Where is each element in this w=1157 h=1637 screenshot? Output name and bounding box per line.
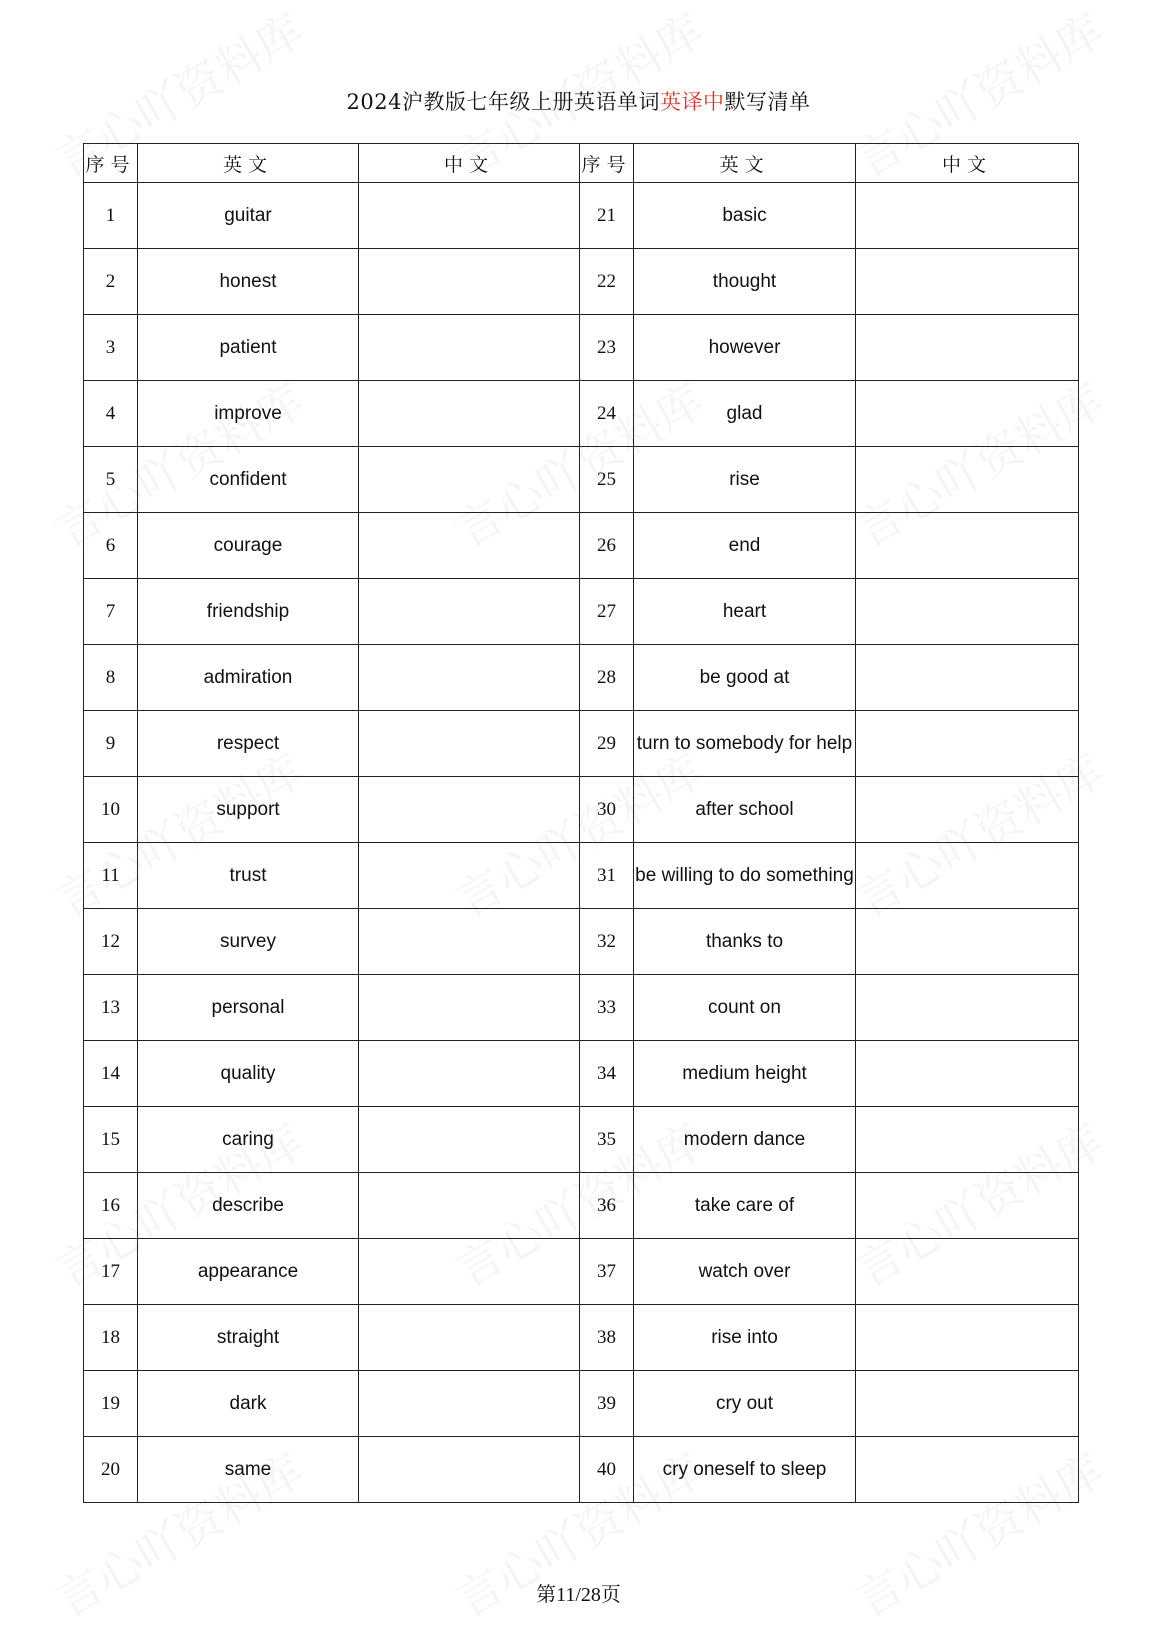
row-number-right: 21 [580, 183, 634, 249]
table-row [84, 645, 1079, 711]
chinese-answer-cell-left[interactable] [359, 711, 580, 777]
row-number-right: 26 [580, 513, 634, 579]
table-row [84, 183, 1079, 249]
row-number-left: 9 [84, 711, 138, 777]
row-number-left: 7 [84, 579, 138, 645]
table-row [84, 1173, 1079, 1239]
english-word-right: turn to somebody for help [634, 711, 856, 777]
english-word-left: support [138, 777, 359, 843]
chinese-answer-cell-right[interactable] [856, 249, 1079, 315]
chinese-answer-cell-right[interactable] [856, 1107, 1079, 1173]
english-word-left: respect [138, 711, 359, 777]
row-number-left: 16 [84, 1173, 138, 1239]
row-number-right: 30 [580, 777, 634, 843]
row-number-left: 2 [84, 249, 138, 315]
english-word-left: trust [138, 843, 359, 909]
chinese-answer-cell-right[interactable] [856, 909, 1079, 975]
header-en-right: 英文 [634, 144, 856, 183]
row-number-left: 15 [84, 1107, 138, 1173]
chinese-answer-cell-left[interactable] [359, 1173, 580, 1239]
row-number-left: 18 [84, 1305, 138, 1371]
chinese-answer-cell-left[interactable] [359, 315, 580, 381]
row-number-right: 24 [580, 381, 634, 447]
chinese-answer-cell-right[interactable] [856, 183, 1079, 249]
row-number-left: 12 [84, 909, 138, 975]
english-word-left: honest [138, 249, 359, 315]
row-number-left: 11 [84, 843, 138, 909]
row-number-left: 13 [84, 975, 138, 1041]
row-number-right: 23 [580, 315, 634, 381]
english-word-right: take care of [634, 1173, 856, 1239]
header-row [84, 144, 1079, 183]
header-num-left: 序号 [84, 144, 138, 183]
english-word-left: dark [138, 1371, 359, 1437]
table-row [84, 1305, 1079, 1371]
table-row [84, 249, 1079, 315]
chinese-answer-cell-left[interactable] [359, 1437, 580, 1503]
vocabulary-table [83, 143, 1079, 1503]
chinese-answer-cell-right[interactable] [856, 315, 1079, 381]
table-row [84, 1107, 1079, 1173]
english-word-right: glad [634, 381, 856, 447]
header-num-right: 序号 [580, 144, 634, 183]
chinese-answer-cell-right[interactable] [856, 711, 1079, 777]
header-zh-left: 中文 [359, 144, 580, 183]
english-word-left: same [138, 1437, 359, 1503]
english-word-right: end [634, 513, 856, 579]
chinese-answer-cell-right[interactable] [856, 1239, 1079, 1305]
english-word-left: guitar [138, 183, 359, 249]
page-title [0, 86, 1157, 116]
english-word-right: rise [634, 447, 856, 513]
chinese-answer-cell-right[interactable] [856, 975, 1079, 1041]
row-number-right: 38 [580, 1305, 634, 1371]
chinese-answer-cell-left[interactable] [359, 1371, 580, 1437]
english-word-right: thought [634, 249, 856, 315]
chinese-answer-cell-right[interactable] [856, 645, 1079, 711]
english-word-right: heart [634, 579, 856, 645]
english-word-left: describe [138, 1173, 359, 1239]
table-row [84, 1239, 1079, 1305]
chinese-answer-cell-left[interactable] [359, 975, 580, 1041]
english-word-left: confident [138, 447, 359, 513]
english-word-right: thanks to [634, 909, 856, 975]
english-word-left: survey [138, 909, 359, 975]
row-number-left: 19 [84, 1371, 138, 1437]
english-word-left: courage [138, 513, 359, 579]
table-row [84, 1437, 1079, 1503]
row-number-left: 6 [84, 513, 138, 579]
table-row [84, 909, 1079, 975]
row-number-right: 33 [580, 975, 634, 1041]
page-number: 第11/28页 [536, 1584, 621, 1606]
chinese-answer-cell-left[interactable] [359, 1041, 580, 1107]
english-word-right: medium height [634, 1041, 856, 1107]
row-number-left: 3 [84, 315, 138, 381]
english-word-left: personal [138, 975, 359, 1041]
english-word-right: after school [634, 777, 856, 843]
chinese-answer-cell-right[interactable] [856, 1173, 1079, 1239]
table-row [84, 447, 1079, 513]
english-word-right: basic [634, 183, 856, 249]
table-row [84, 579, 1079, 645]
english-word-right: rise into [634, 1305, 856, 1371]
chinese-answer-cell-right[interactable] [856, 777, 1079, 843]
chinese-answer-cell-left[interactable] [359, 1305, 580, 1371]
row-number-left: 5 [84, 447, 138, 513]
title-prefix: 2024沪教版七年级上册英语单词 [346, 90, 660, 114]
table-row [84, 1371, 1079, 1437]
header-en-left: 英文 [138, 144, 359, 183]
english-word-left: quality [138, 1041, 359, 1107]
header-zh-right: 中文 [856, 144, 1079, 183]
row-number-right: 28 [580, 645, 634, 711]
chinese-answer-cell-left[interactable] [359, 183, 580, 249]
row-number-right: 25 [580, 447, 634, 513]
chinese-answer-cell-right[interactable] [856, 381, 1079, 447]
row-number-right: 39 [580, 1371, 634, 1437]
row-number-right: 34 [580, 1041, 634, 1107]
row-number-left: 8 [84, 645, 138, 711]
chinese-answer-cell-left[interactable] [359, 249, 580, 315]
row-number-right: 32 [580, 909, 634, 975]
chinese-answer-cell-left[interactable] [359, 513, 580, 579]
row-number-right: 40 [580, 1437, 634, 1503]
table-row [84, 513, 1079, 579]
row-number-left: 10 [84, 777, 138, 843]
english-word-right: watch over [634, 1239, 856, 1305]
english-word-right: cry out [634, 1371, 856, 1437]
english-word-right: be willing to do something [634, 843, 856, 909]
chinese-answer-cell-right[interactable] [856, 1437, 1079, 1503]
title-highlight: 英译中 [659, 90, 725, 114]
row-number-left: 17 [84, 1239, 138, 1305]
chinese-answer-cell-right[interactable] [856, 447, 1079, 513]
chinese-answer-cell-left[interactable] [359, 843, 580, 909]
english-word-left: friendship [138, 579, 359, 645]
row-number-right: 35 [580, 1107, 634, 1173]
chinese-answer-cell-left[interactable] [359, 381, 580, 447]
english-word-right: cry oneself to sleep [634, 1437, 856, 1503]
chinese-answer-cell-left[interactable] [359, 1239, 580, 1305]
table-row [84, 843, 1079, 909]
row-number-left: 4 [84, 381, 138, 447]
row-number-left: 20 [84, 1437, 138, 1503]
chinese-answer-cell-right[interactable] [856, 843, 1079, 909]
english-word-right: count on [634, 975, 856, 1041]
row-number-right: 31 [580, 843, 634, 909]
chinese-answer-cell-left[interactable] [359, 579, 580, 645]
english-word-left: caring [138, 1107, 359, 1173]
chinese-answer-cell-left[interactable] [359, 1107, 580, 1173]
english-word-left: straight [138, 1305, 359, 1371]
table-row [84, 315, 1079, 381]
title-suffix: 默写清单 [724, 90, 811, 114]
table-row [84, 777, 1079, 843]
english-word-left: admiration [138, 645, 359, 711]
chinese-answer-cell-left[interactable] [359, 909, 580, 975]
english-word-right: modern dance [634, 1107, 856, 1173]
chinese-answer-cell-right[interactable] [856, 1041, 1079, 1107]
row-number-right: 22 [580, 249, 634, 315]
table-row [84, 1041, 1079, 1107]
chinese-answer-cell-left[interactable] [359, 645, 580, 711]
chinese-answer-cell-left[interactable] [359, 777, 580, 843]
english-word-left: patient [138, 315, 359, 381]
chinese-answer-cell-right[interactable] [856, 1371, 1079, 1437]
english-word-left: appearance [138, 1239, 359, 1305]
chinese-answer-cell-right[interactable] [856, 513, 1079, 579]
row-number-right: 37 [580, 1239, 634, 1305]
chinese-answer-cell-right[interactable] [856, 1305, 1079, 1371]
row-number-right: 29 [580, 711, 634, 777]
english-word-right: be good at [634, 645, 856, 711]
row-number-left: 14 [84, 1041, 138, 1107]
table-row [84, 381, 1079, 447]
chinese-answer-cell-left[interactable] [359, 447, 580, 513]
table-row [84, 711, 1079, 777]
row-number-right: 27 [580, 579, 634, 645]
table-row [84, 975, 1079, 1041]
chinese-answer-cell-right[interactable] [856, 579, 1079, 645]
row-number-right: 36 [580, 1173, 634, 1239]
row-number-left: 1 [84, 183, 138, 249]
english-word-left: improve [138, 381, 359, 447]
english-word-right: however [634, 315, 856, 381]
